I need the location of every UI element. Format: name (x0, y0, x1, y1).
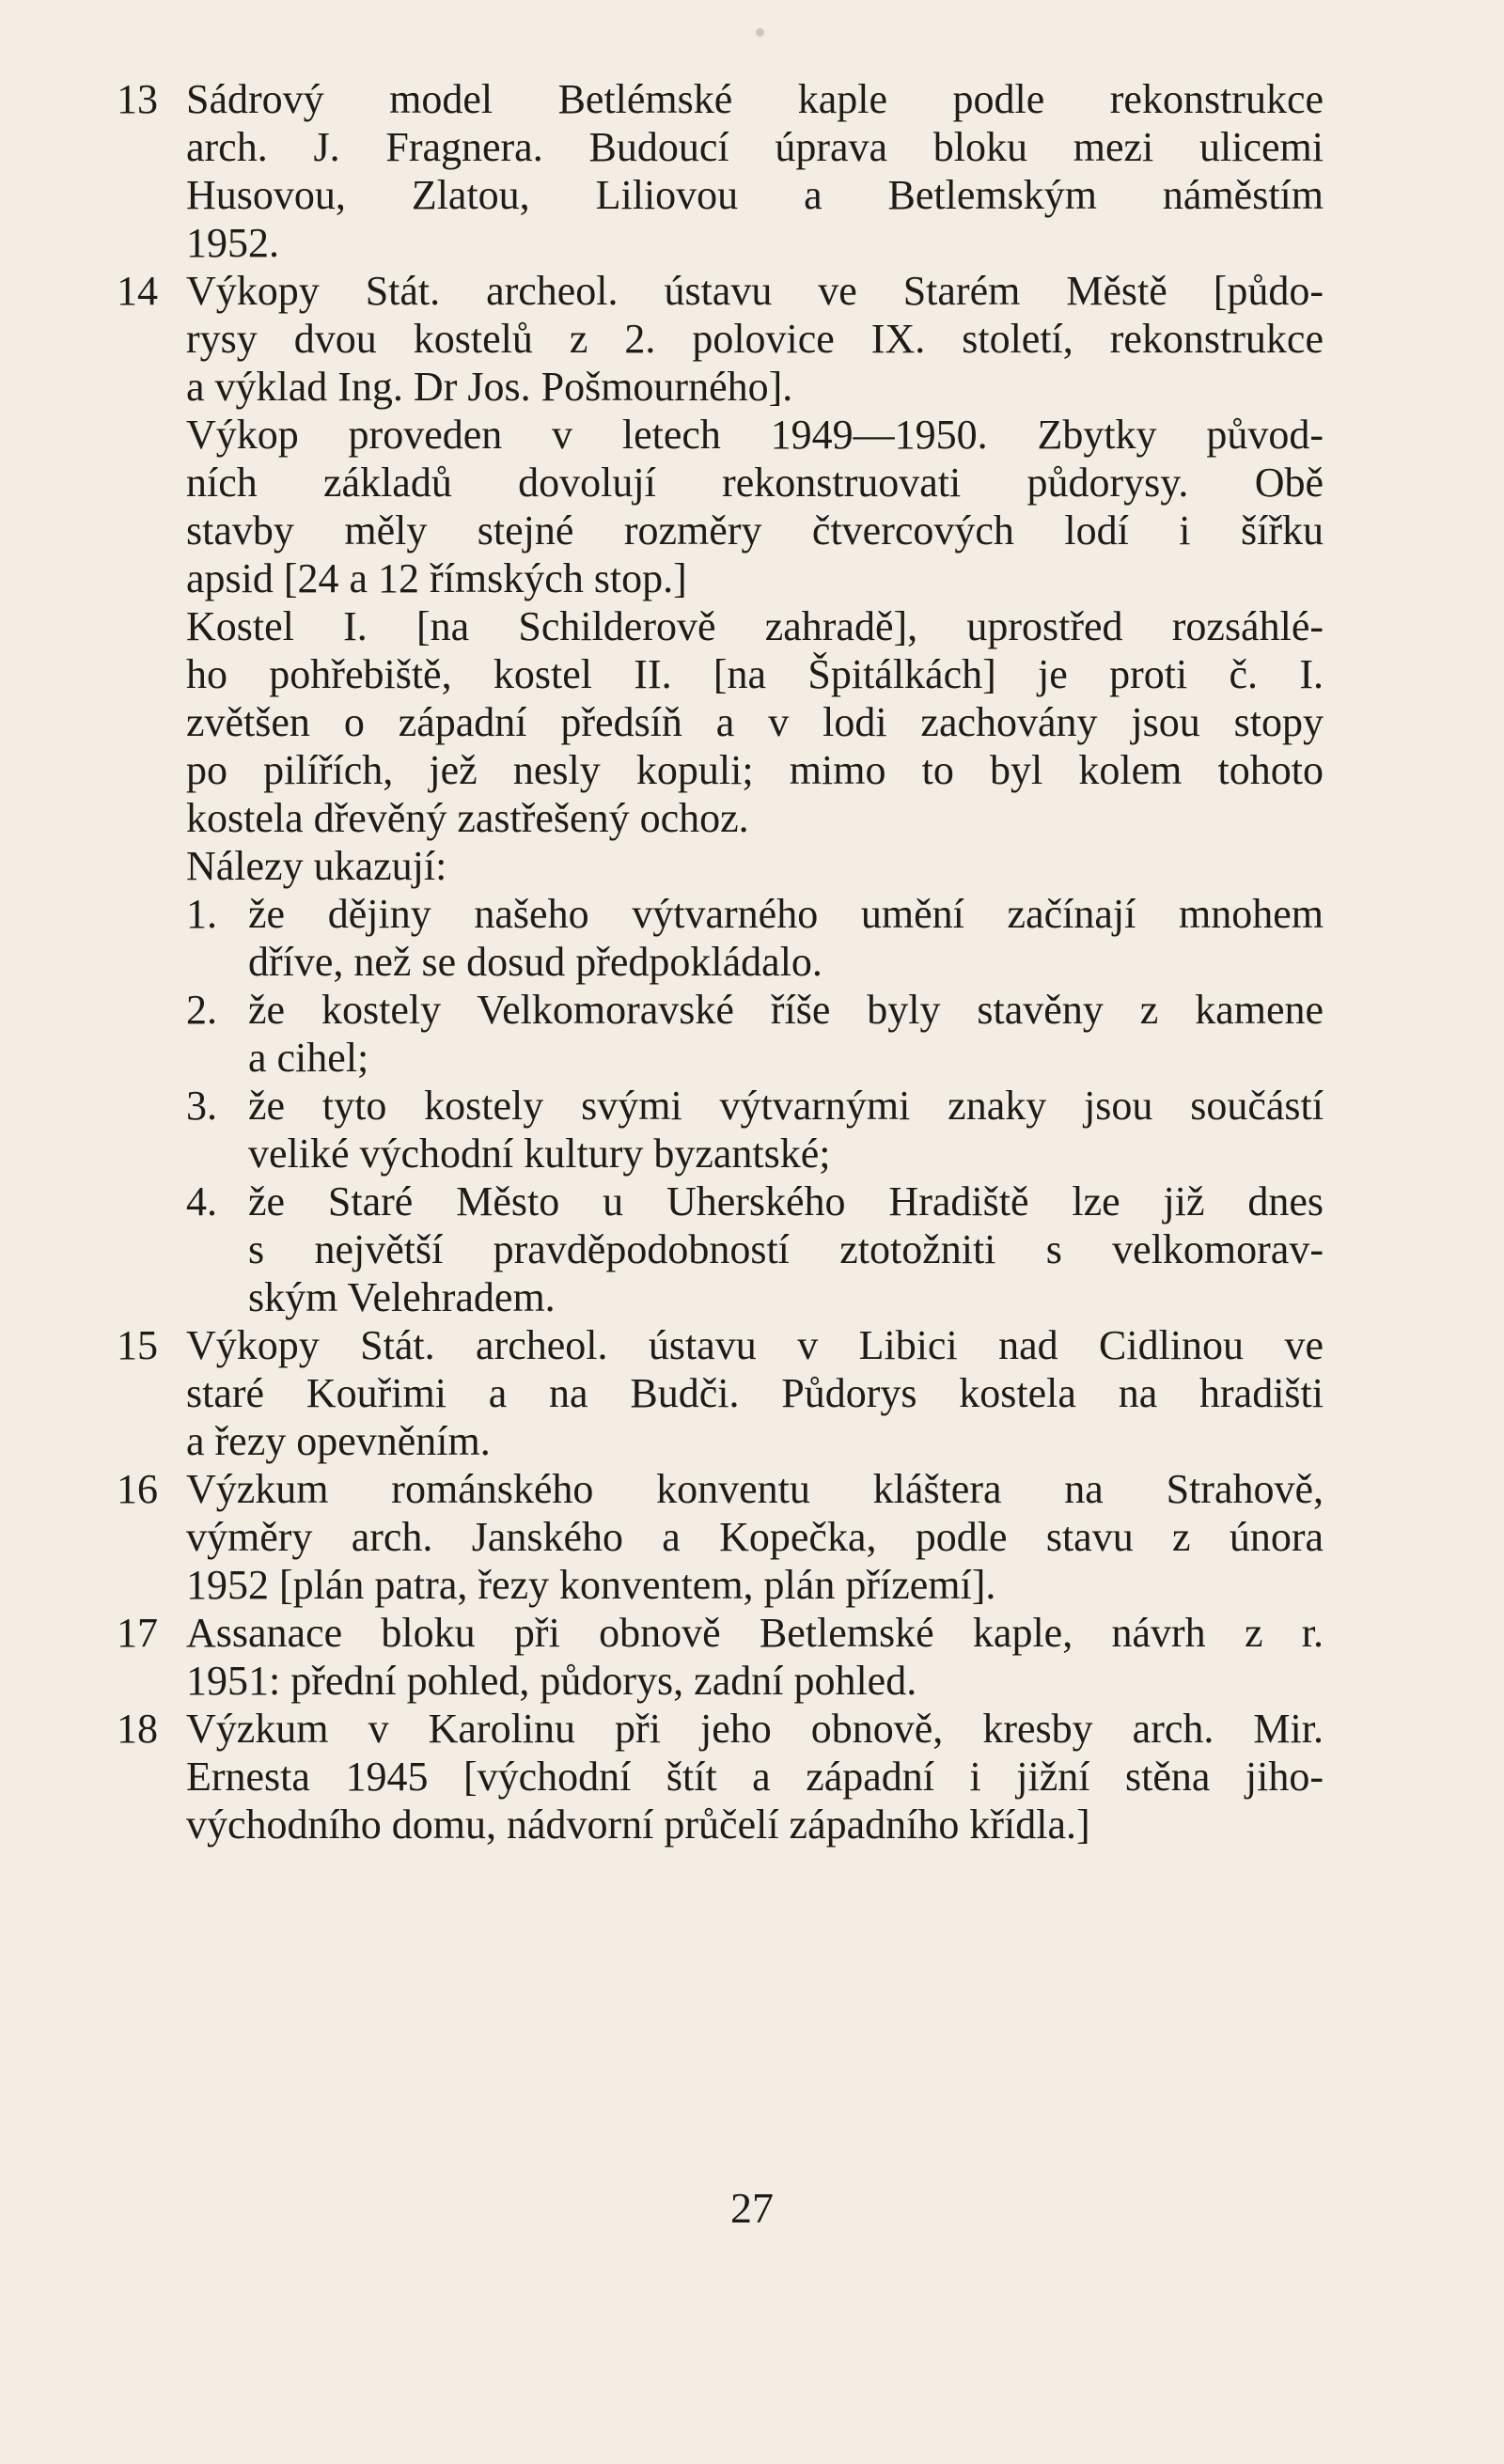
text-line: Ernesta 1945 [východní štít a západní i jižní stěna jiho- (186, 1754, 1324, 1800)
text-line: staré Kouřimi a na Budči. Půdorys kostela na hradišti (186, 1370, 1324, 1416)
entry-15 (0, 1321, 1324, 1465)
text-line: veliké východní kultury byzantské; (248, 1131, 831, 1177)
text-line: Kostel I. [na Schilderově zahradě], uprostřed rozsáhlé- (186, 603, 1324, 649)
finding-3 (186, 1082, 1324, 1177)
finding-2 (186, 986, 1324, 1082)
entry-number: 15 (117, 1322, 158, 1368)
text-line: apsid [24 a 12 římských stop.] (186, 555, 687, 601)
text-line: stavby měly stejné rozměry čtvercových lodí i šířku (186, 507, 1324, 554)
text-line: kostela dřevěný zastřešený ochoz. (186, 795, 749, 841)
entry-13 (0, 75, 1324, 267)
text-line: Assanace bloku při obnově Betlemské kaple, návrh z r. (186, 1610, 1324, 1656)
text-line: Sádrový model Betlémské kaple podle rekonstrukce (186, 76, 1324, 122)
text-line: zvětšen o západní předsíň a v lodi zachovány jsou stopy (186, 699, 1324, 745)
finding-number: 2. (186, 987, 217, 1033)
text-line: Výzkum románského konventu kláštera na Strahově, (186, 1466, 1324, 1512)
text-line: Nálezy ukazují: (186, 843, 447, 889)
entry-14 (0, 267, 1324, 1321)
entry-number: 18 (117, 1706, 158, 1752)
text-line: Husovou, Zlatou, Liliovou a Betlemským náměstím (186, 172, 1324, 218)
text-line: a řezy opevněním. (186, 1418, 491, 1464)
entry-16 (0, 1465, 1324, 1609)
finding-number: 1. (186, 891, 217, 937)
entry-number: 16 (117, 1466, 158, 1512)
text-line: výměry arch. Janského a Kopečka, podle stavu z února (186, 1514, 1324, 1560)
text-line: 1952. (186, 220, 279, 266)
text-line: východního domu, nádvorní průčelí západního křídla.] (186, 1801, 1090, 1848)
entry-number: 17 (117, 1610, 158, 1656)
text-line: že dějiny našeho výtvarného umění začínají mnohem (248, 891, 1324, 937)
text-line: ho pohřebiště, kostel II. [na Špitálkách] je proti č. I. (186, 651, 1324, 697)
text-line: ským Velehradem. (248, 1274, 556, 1320)
caption-list (0, 75, 1504, 1848)
finding-1 (186, 890, 1324, 986)
text-line: že kostely Velkomoravské říše byly stavěny z kamene (248, 987, 1324, 1033)
text-line: ních základů dovolují rekonstruovati půdorysy. Obě (186, 460, 1324, 506)
text-line: že Staré Město u Uherského Hradiště lze již dnes (248, 1178, 1324, 1224)
text-line: a cihel; (248, 1035, 369, 1081)
text-line: 1952 [plán patra, řezy konventem, plán přízemí]. (186, 1562, 996, 1608)
entry-17 (0, 1609, 1324, 1705)
printer-dot (756, 28, 764, 37)
text-line: a výklad Ing. Dr Jos. Pošmourného]. (186, 364, 793, 410)
finding-4 (186, 1177, 1324, 1321)
text-line: že tyto kostely svými výtvarnými znaky jsou součástí (248, 1083, 1324, 1129)
text-line: rysy dvou kostelů z 2. polovice IX. století, rekonstrukce (186, 316, 1324, 362)
text-line: Výkopy Stát. archeol. ústavu ve Starém Městě [půdo- (186, 268, 1324, 314)
finding-number: 3. (186, 1083, 217, 1129)
entry-number: 13 (117, 76, 158, 122)
entry-18 (0, 1705, 1324, 1848)
text-line: Výzkum v Karolinu při jeho obnově, kresby arch. Mir. (186, 1706, 1324, 1752)
text-line: po pilířích, jež nesly kopuli; mimo to byl kolem tohoto (186, 747, 1324, 793)
page-number: 27 (730, 2184, 774, 2232)
text-line: s největší pravděpodobností ztotožniti s velkomorav- (248, 1226, 1324, 1272)
entry-number: 14 (117, 268, 158, 314)
text-line: dříve, než se dosud předpokládalo. (248, 939, 822, 985)
text-line: Výkopy Stát. archeol. ústavu v Libici nad Cidlinou ve (186, 1322, 1324, 1368)
text-line: 1951: přední pohled, půdorys, zadní pohled. (186, 1658, 917, 1704)
finding-number: 4. (186, 1178, 217, 1224)
text-line: Výkop proveden v letech 1949—1950. Zbytky původ- (186, 412, 1324, 458)
text-line: arch. J. Fragnera. Budoucí úprava bloku mezi ulicemi (186, 124, 1324, 170)
